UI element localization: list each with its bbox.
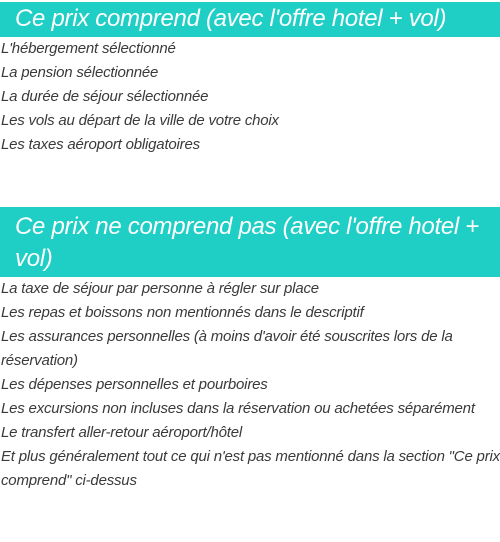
included-section-title: Ce prix comprend (avec l'offre hotel + vol) [0,2,500,37]
list-item: La taxe de séjour par personne à régler sur place [1,280,319,297]
excluded-section-title: Ce prix ne comprend pas (avec l'offre hotel + vol) [0,207,500,277]
list-item: La durée de séjour sélectionnée [1,88,209,105]
included-section [0,2,500,157]
section-spacer [0,157,500,207]
list-item: Les repas et boissons non mentionnés dans le descriptif [1,304,364,321]
list-item: Les assurances personnelles (à moins d'avoir été souscrites lors de la réservation) [1,328,453,369]
included-list [0,37,500,157]
list-item: L'hébergement sélectionné [1,40,176,57]
list-item: Les taxes aéroport obligatoires [1,136,200,153]
excluded-section [0,207,500,493]
list-item: Le transfert aller-retour aéroport/hôtel [1,424,243,441]
excluded-list [0,277,500,493]
list-item: La pension sélectionnée [1,64,159,81]
list-item: Les dépenses personnelles et pourboires [1,376,268,393]
list-item: Et plus généralement tout ce qui n'est pas mentionné dans la section "Ce prix comprend" ci-dessus [1,448,500,489]
list-item: Les excursions non incluses dans la réservation ou achetées séparément [1,400,475,417]
list-item: Les vols au départ de la ville de votre choix [1,112,279,129]
